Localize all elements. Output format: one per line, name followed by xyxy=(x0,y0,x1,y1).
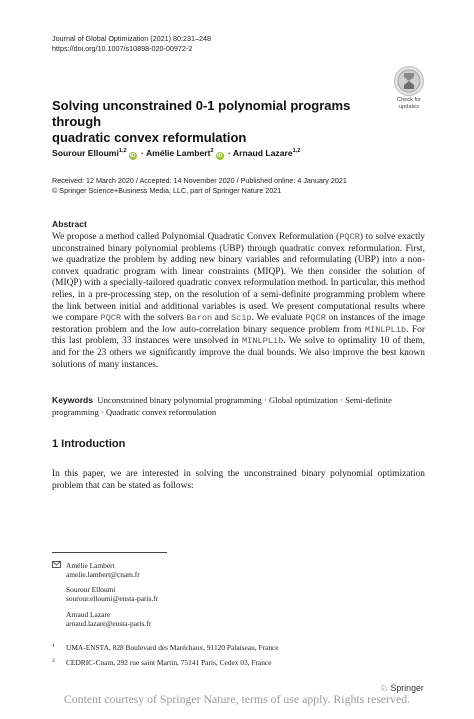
courtesy-footer: Content courtesy of Springer Nature, terms of use apply. Rights reserved. xyxy=(63,692,411,706)
author-name[interactable]: Arnaud Lazare xyxy=(232,148,293,158)
abstract-heading: Abstract xyxy=(52,219,87,229)
affiliation-number: 2 xyxy=(52,658,55,664)
contact-email[interactable]: sourour.elloumi@ensta-paris.fr xyxy=(66,594,159,604)
abstract-text: . We evaluate xyxy=(251,313,306,324)
orcid-icon[interactable]: iD xyxy=(217,153,223,159)
publication-dates xyxy=(52,176,347,196)
history-dates: Received: 12 March 2020 / Accepted: 14 November 2020 / Published online: 4 January 2021 xyxy=(52,176,347,185)
journal-citation: Journal of Global Optimization (2021) 80:231–248 xyxy=(52,34,212,43)
contact-entry xyxy=(66,585,326,604)
envelope-icon xyxy=(52,561,62,571)
author-separator: · xyxy=(227,148,231,158)
code-term: Baron xyxy=(186,313,213,324)
contact-email[interactable]: arnaud.lazare@ensta-paris.fr xyxy=(66,619,152,629)
abstract-text: ) to solve exactly unconstrained binary polynomial problems (UBP) through quadratic convex reformulation. First, we quadratize the problem by adding new binary variables and reformulating (UBP) into a non-convex quadratic program with linear constraints (MIQP). We then consider the solution of (MIQP) with a specially-tailored quadratic convex reformulation method. In particular, this method relies, in a pre-processing step, on the resolution of a semi-definite programming problem where the link between initial and additional variables is used. We present computational results where we compare xyxy=(52,232,425,324)
author-name[interactable]: Sourour Elloumi xyxy=(52,148,119,158)
code-term: MINLPLib xyxy=(364,324,407,335)
code-term: PQCR xyxy=(305,313,326,324)
code-term: PQCR xyxy=(339,232,360,242)
abstract-text: with the solvers xyxy=(121,313,187,324)
orcid-icon[interactable]: iD xyxy=(130,153,136,159)
section-heading: 1 Introduction xyxy=(52,438,126,450)
intro-paragraph: In this paper, we are interested in solving the unconstrained binary polynomial optimization problem that can be stated as follows: xyxy=(52,469,425,491)
contact-entry xyxy=(66,610,326,629)
badge-label-2: updates xyxy=(399,104,419,110)
title-line-1: Solving unconstrained 0-1 polynomial programs through xyxy=(52,98,351,129)
author-list xyxy=(52,148,300,160)
check-for-updates-badge[interactable] xyxy=(392,66,426,110)
contact-name: Amélie Lambert xyxy=(66,561,115,570)
abstract-text: . For this last problem, 33 instances were unsolved in xyxy=(52,324,425,347)
abstract-text: on instances of the image restoration problem and the low auto-correlation binary sequence problem from xyxy=(52,313,425,335)
contact-entry xyxy=(66,561,326,580)
author-name[interactable]: Amélie Lambert xyxy=(145,148,211,158)
abstract-text: and xyxy=(212,313,231,324)
author-affil: 1,2 xyxy=(118,148,127,155)
publisher-name: Springer xyxy=(390,683,424,693)
contact-name: Sourour Elloumi xyxy=(66,585,116,594)
journal-header xyxy=(52,34,211,54)
contact-name: Arnaud Lazare xyxy=(66,610,111,619)
code-term: MINLPLib xyxy=(242,336,284,347)
copyright: © Springer Science+Business Media, LLC, part of Springer Nature 2021 xyxy=(52,186,282,195)
author-separator: · xyxy=(141,148,144,158)
abstract-body xyxy=(52,232,425,371)
keywords-label: Keywords xyxy=(52,395,94,405)
paper-title xyxy=(52,98,392,146)
code-term: PQCR xyxy=(100,313,122,324)
footnote-divider xyxy=(52,552,167,553)
check-for-updates-icon xyxy=(394,66,424,96)
springer-horse-icon: ♘ xyxy=(380,683,389,693)
author-affil: 2 xyxy=(210,148,214,155)
author-affil: 1,2 xyxy=(292,148,301,155)
title-line-2: quadratic convex reformulation xyxy=(52,130,247,145)
keywords xyxy=(52,394,425,418)
badge-label-1: Check for xyxy=(397,97,421,103)
contact-email[interactable]: amelie.lambert@cnam.fr xyxy=(66,570,140,580)
abstract-text: We propose a method called Polynomial Quadratic Convex Reformulation ( xyxy=(52,232,340,242)
affiliation-text: UMA-ENSTA, 828 Boulevard des Maréchaux, 91120 Palaiseau, France xyxy=(66,643,279,652)
abstract-text: . We solve to optimality 10 of them, and for the 23 others we significantly improve the dual bounds. We also improve the best known solutions of many instances. xyxy=(52,336,425,370)
affiliation-number: 1 xyxy=(52,643,55,649)
keywords-text: Unconstrained binary polynomial programming · Global optimization · Semi-definite programming · Quadratic convex reformulation xyxy=(52,395,392,417)
doi-link[interactable]: https://doi.org/10.1007/s10898-020-00972-2 xyxy=(52,44,193,53)
code-term: Scip xyxy=(231,313,252,324)
affiliation-text: CEDRIC-Cnam, 292 rue saint Martin, 75141 Paris, Cedex 03, France xyxy=(66,658,272,667)
